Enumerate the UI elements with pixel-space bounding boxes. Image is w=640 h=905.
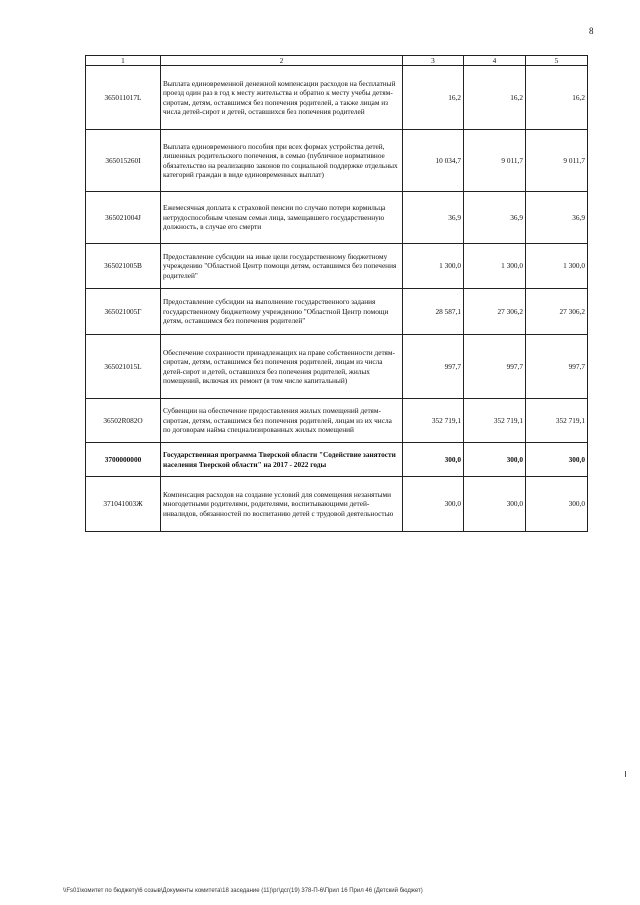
row-code: 36502R082O xyxy=(86,399,161,443)
header-cell-4: 4 xyxy=(464,56,526,66)
row-description: Ежемесячная доплата к страховой пенсии по случаю потери кормильца нетрудоспособным членам семьи лица, замещавшего государственную должность, в случае его смерти xyxy=(161,192,403,244)
row-code: 365011017L xyxy=(86,66,161,130)
row-value-col3: 10 034,7 xyxy=(403,130,464,192)
row-value-col5: 997,7 xyxy=(526,335,588,399)
row-value-col3: 16,2 xyxy=(403,66,464,130)
header-row xyxy=(86,56,588,66)
table-row xyxy=(86,289,588,335)
row-description: Предоставление субсидии на иные цели государственному бюджетному учреждению "Областной Центр помощи детям, оставшимся без попечения родителей" xyxy=(161,244,403,289)
row-value-col5: 9 011,7 xyxy=(526,130,588,192)
row-value-col4: 1 300,0 xyxy=(464,244,526,289)
row-description: Выплата единовременного пособия при всех формах устройства детей, лишенных родительского попечения, в семью (публичное нормативное обязательство на реализацию законов по социальной поддержке отдельных категорий граждан в виде единовременных выплат) xyxy=(161,130,403,192)
row-code: 3700000000 xyxy=(86,443,161,477)
row-code: 365021004J xyxy=(86,192,161,244)
row-value-col3: 300,0 xyxy=(403,477,464,532)
row-description: Выплата единовременной денежной компенсации расходов на бесплатный проезд один раз в год к месту жительства и обратно к месту учебы детям-сиротам, детям, оставшимся без попечения родителей, а также лицам из числа детей-сирот и детей, оставшихся без попечения родителей xyxy=(161,66,403,130)
row-value-col5: 27 306,2 xyxy=(526,289,588,335)
table-row xyxy=(86,244,588,289)
table-row xyxy=(86,477,588,532)
row-value-col3: 28 587,1 xyxy=(403,289,464,335)
row-value-col5: 1 300,0 xyxy=(526,244,588,289)
row-value-col3: 997,7 xyxy=(403,335,464,399)
row-value-col4: 352 719,1 xyxy=(464,399,526,443)
row-value-col4: 27 306,2 xyxy=(464,289,526,335)
row-description: Обеспечение сохранности принадлежащих на праве собственности детям-сиротам, детям, оставшимся без попечения родителей, лицам из числа детей-сирот и детей, оставшихся без попечения родителей, жилых помещений, включая их ремонт (в том числе капитальный) xyxy=(161,335,403,399)
row-code: 371041003Ж xyxy=(86,477,161,532)
row-value-col4: 997,7 xyxy=(464,335,526,399)
row-value-col4: 36,9 xyxy=(464,192,526,244)
header-cell-5: 5 xyxy=(526,56,588,66)
row-code: 365021005В xyxy=(86,244,161,289)
row-code: 365021015L xyxy=(86,335,161,399)
row-value-col4: 9 011,7 xyxy=(464,130,526,192)
table-row xyxy=(86,130,588,192)
margin-mark xyxy=(625,771,626,777)
table-row-program xyxy=(86,443,588,477)
row-value-col5: 300,0 xyxy=(526,443,588,477)
row-description: Предоставление субсидии на выполнение государственного задания государственному бюджетному учреждению "Областной Центр помощи детям, оставшимся без попечения родителей" xyxy=(161,289,403,335)
row-value-col4: 300,0 xyxy=(464,477,526,532)
budget-table xyxy=(85,55,588,532)
row-code: 365021005Г xyxy=(86,289,161,335)
header-cell-3: 3 xyxy=(403,56,464,66)
table-row xyxy=(86,399,588,443)
row-description: Государственная программа Тверской области "Содействие занятости населения Тверской области" на 2017 - 2022 годы xyxy=(161,443,403,477)
header-cell-2: 2 xyxy=(161,56,403,66)
row-code: 365015260I xyxy=(86,130,161,192)
row-value-col3: 1 300,0 xyxy=(403,244,464,289)
row-value-col3: 36,9 xyxy=(403,192,464,244)
table-row xyxy=(86,66,588,130)
page-number: 8 xyxy=(589,26,594,36)
row-description: Компенсация расходов на создание условий для совмещения незанятыми многодетными родителями, родителями, воспитывающими детей-инвалидов, обязанностей по воспитанию детей с трудовой деятельностью xyxy=(161,477,403,532)
footer-file-path: \\Fs01\комитет по бюджету\6 созыв\Документы комитета\18 заседание (11)\рг\дсг(19) 378-П-6\Прил 16 Прил 46 (Детский бюджет) xyxy=(63,888,423,894)
row-description: Субвенции на обеспечение предоставления жилых помещений детям-сиротам, детям, оставшимся без попечения родителей, лицам из их числа по договорам найма специализированных жилых помещений xyxy=(161,399,403,443)
table-row xyxy=(86,335,588,399)
row-value-col5: 36,9 xyxy=(526,192,588,244)
table-row xyxy=(86,192,588,244)
row-value-col5: 300,0 xyxy=(526,477,588,532)
row-value-col5: 16,2 xyxy=(526,66,588,130)
row-value-col5: 352 719,1 xyxy=(526,399,588,443)
row-value-col3: 300,0 xyxy=(403,443,464,477)
row-value-col4: 16,2 xyxy=(464,66,526,130)
row-value-col4: 300,0 xyxy=(464,443,526,477)
header-cell-1: 1 xyxy=(86,56,161,66)
row-value-col3: 352 719,1 xyxy=(403,399,464,443)
